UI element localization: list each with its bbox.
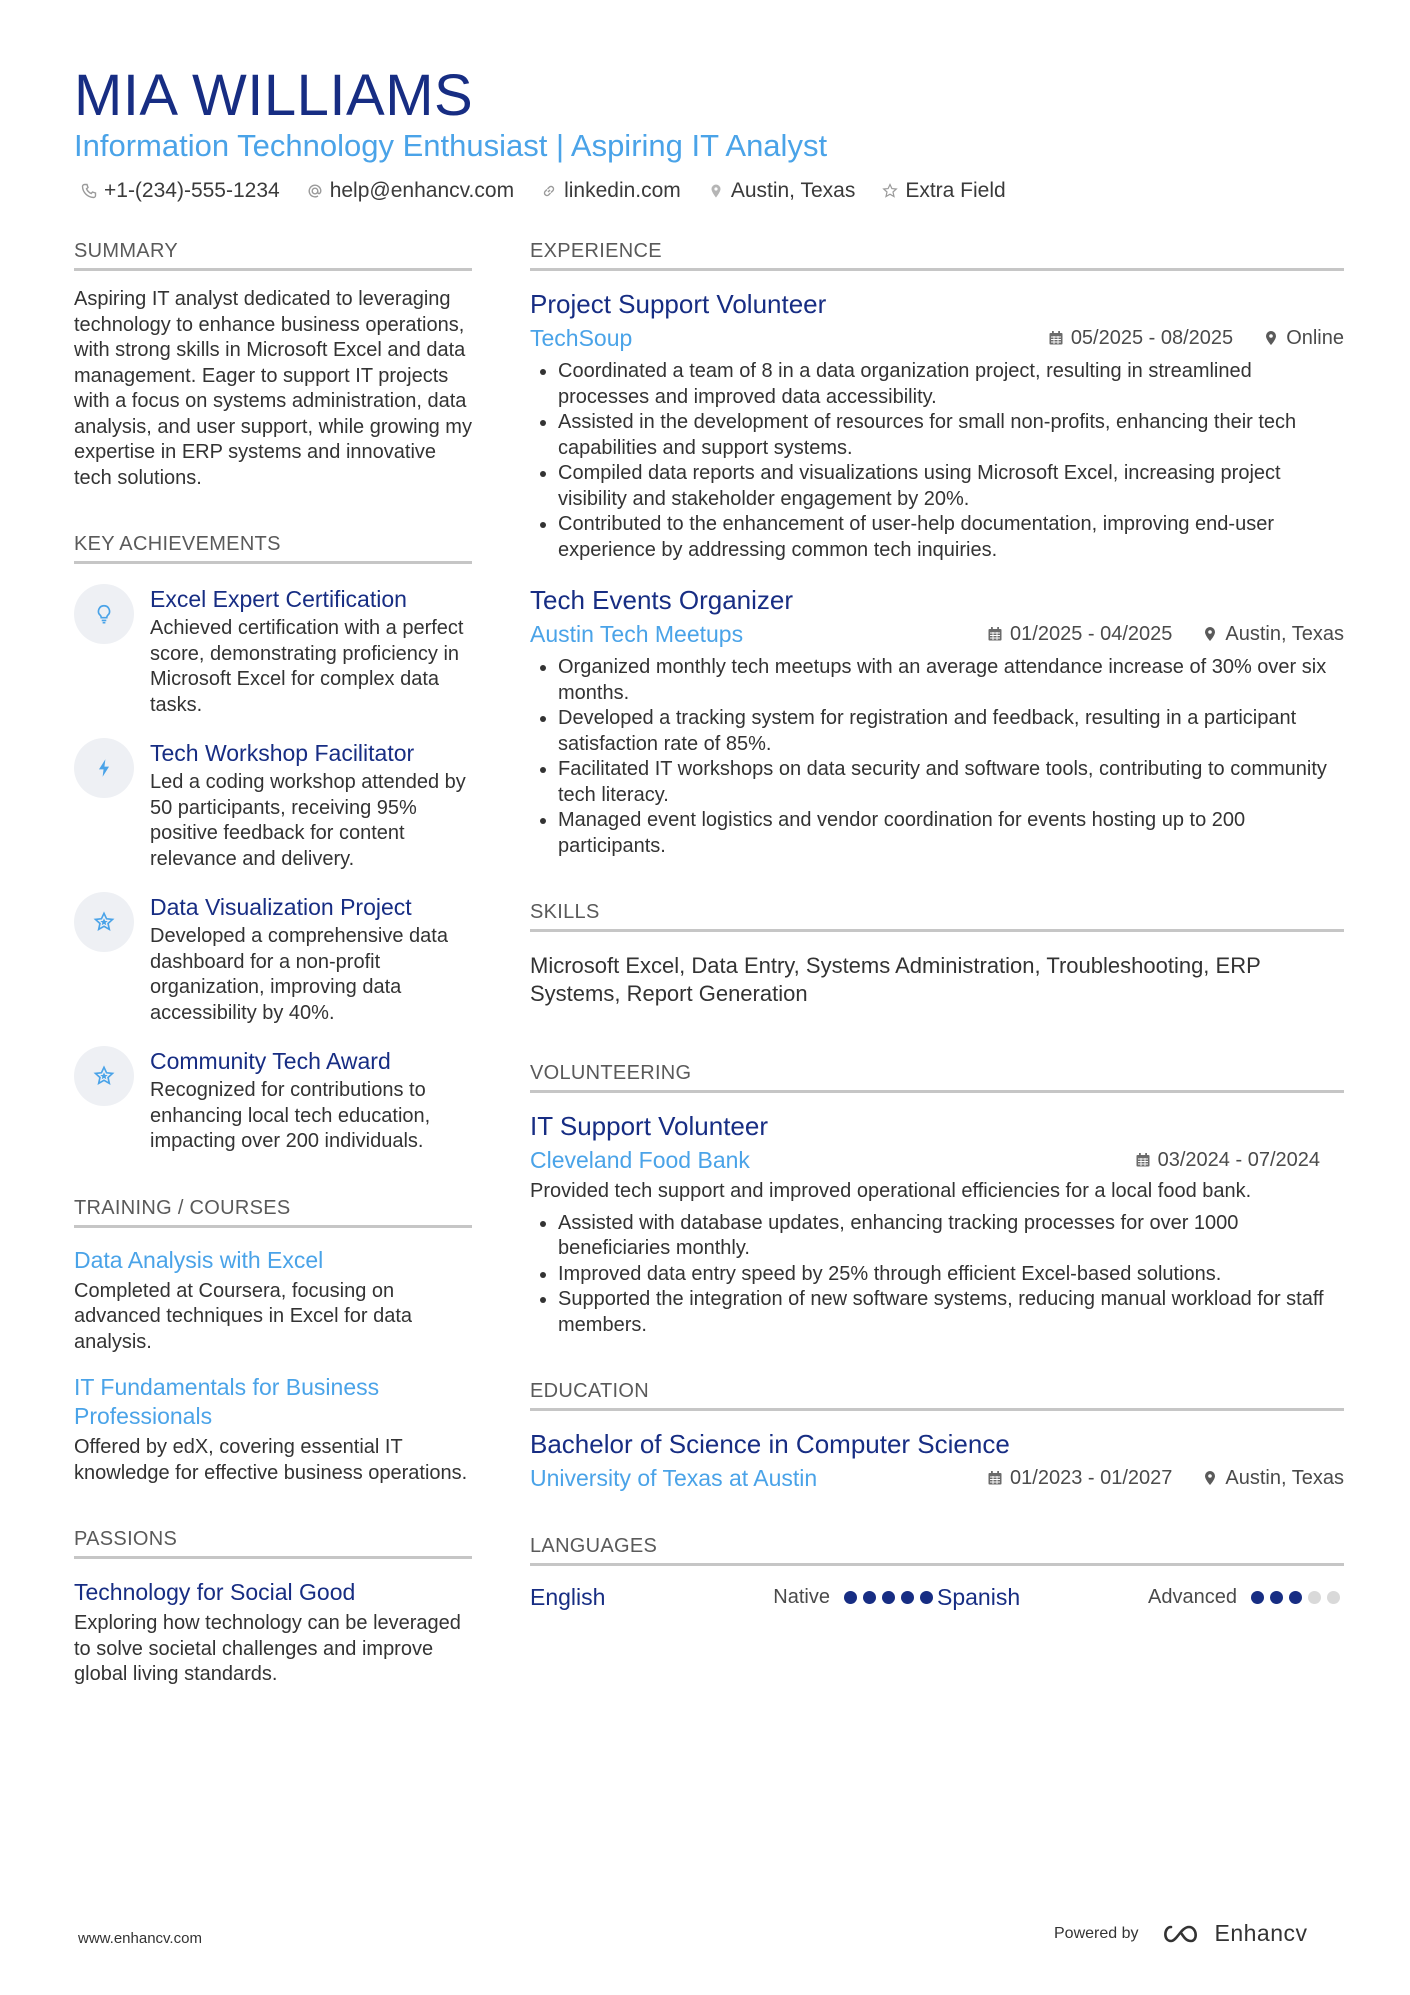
achievement-title: Excel Expert Certification — [150, 586, 407, 612]
education-section — [530, 1378, 1344, 1493]
achievement-desc: Led a coding workshop attended by 50 participants, receiving 95% positive feedback for content relevance and delivery. — [150, 771, 466, 870]
passions-heading: PASSIONS — [74, 1526, 472, 1559]
education-location — [1202, 1467, 1344, 1490]
phone-icon — [80, 182, 98, 200]
rating-dot — [1327, 1591, 1340, 1604]
rating-dot — [920, 1591, 933, 1604]
job-title: Project Support Volunteer — [530, 289, 827, 319]
language-name: Spanish — [937, 1584, 1021, 1610]
education-dates — [987, 1467, 1172, 1490]
calendar-icon — [1048, 330, 1064, 346]
language-item — [937, 1584, 1344, 1611]
candidate-name: MIA WILLIAMS — [74, 63, 474, 128]
language-level: Native — [773, 1586, 830, 1608]
lightbulb-icon — [74, 584, 134, 644]
language-name: English — [530, 1584, 606, 1610]
achievement-title: Data Visualization Project — [150, 894, 412, 920]
achievement-title: Tech Workshop Facilitator — [150, 740, 415, 766]
course-title: Data Analysis with Excel — [74, 1246, 324, 1273]
job-dates-text: 05/2025 - 08/2025 — [1070, 326, 1234, 349]
passions-section — [74, 1526, 472, 1688]
bullet-item: • Organized monthly tech meetups with an average attendance increase of 30% over six months. — [558, 655, 1344, 706]
bullet-item: • Coordinated a team of 8 in a data organization project, resulting in streamlined processes and improved data accessibility. — [558, 359, 1344, 410]
course-title: IT Fundamentals for Business Professionals — [74, 1374, 380, 1429]
brand-name: Enhancv — [1214, 1920, 1308, 1946]
achievement-item — [74, 584, 472, 718]
volunteer-role: IT Support Volunteer — [530, 1111, 769, 1141]
volunteer-dates-text: 03/2024 - 07/2024 — [1157, 1148, 1320, 1171]
achievement-item — [74, 892, 472, 1026]
star-icon — [881, 182, 899, 200]
volunteer-bullets — [530, 1211, 1344, 1339]
experience-section — [530, 238, 1344, 859]
bullet-item: • Supported the integration of new software systems, reducing manual workload for staff members. — [558, 1287, 1344, 1338]
passion-item — [74, 1577, 472, 1688]
summary-heading: SUMMARY — [74, 238, 472, 271]
right-column — [530, 238, 1344, 1611]
left-column — [74, 238, 472, 1688]
rating-dot — [1308, 1591, 1321, 1604]
location-icon — [1202, 1470, 1218, 1486]
rating-dot — [1251, 1591, 1264, 1604]
star-icon — [74, 892, 134, 952]
infinity-logo-icon — [1159, 1922, 1205, 1946]
job-location-text: Online — [1286, 326, 1344, 349]
achievement-item — [74, 1046, 472, 1155]
achievement-desc: Recognized for contributions to enhancing local tech education, impacting over 200 individuals. — [150, 1079, 431, 1152]
achievement-title: Community Tech Award — [150, 1048, 391, 1074]
calendar-icon — [1135, 1152, 1151, 1168]
experience-item — [530, 583, 1344, 859]
contact-phone[interactable] — [80, 176, 280, 206]
candidate-headline: Information Technology Enthusiast | Aspiring IT Analyst — [74, 128, 828, 163]
volunteer-intro: Provided tech support and improved operational efficiencies for a local food bank. — [530, 1180, 1252, 1202]
bullet-item: • Improved data entry speed by 25% through efficient Excel-based solutions. — [558, 1262, 1344, 1288]
lightning-icon — [74, 738, 134, 798]
experience-heading: EXPERIENCE — [530, 238, 1344, 271]
location-icon — [707, 182, 725, 200]
languages-section — [530, 1533, 1344, 1611]
calendar-icon — [987, 1470, 1003, 1486]
contact-email-text: help@enhancv.com — [329, 179, 515, 202]
volunteering-section — [530, 1060, 1344, 1338]
rating-dot — [901, 1591, 914, 1604]
job-location-text: Austin, Texas — [1225, 622, 1344, 645]
education-location-text: Austin, Texas — [1225, 1466, 1344, 1489]
passion-desc: Exploring how technology can be leveraged to solve societal challenges and improve global living standards. — [74, 1612, 461, 1685]
contact-bar — [80, 176, 1006, 206]
job-dates-text: 01/2025 - 04/2025 — [1010, 622, 1173, 645]
bullet-item: • Managed event logistics and vendor coordination for events hosting up to 200 participants. — [558, 808, 1344, 859]
school-name: University of Texas at Austin — [530, 1465, 818, 1491]
contact-location-text: Austin, Texas — [730, 179, 856, 202]
skills-heading: SKILLS — [530, 899, 1344, 932]
at-icon — [306, 182, 324, 200]
course-item — [74, 1246, 472, 1356]
company-name: TechSoup — [530, 325, 633, 351]
language-rating — [1251, 1591, 1340, 1604]
star-icon — [74, 1046, 134, 1106]
education-dates-text: 01/2023 - 01/2027 — [1010, 1466, 1173, 1489]
training-heading: TRAINING / COURSES — [74, 1195, 472, 1228]
job-dates — [987, 623, 1172, 646]
job-dates — [1048, 327, 1233, 350]
calendar-icon — [987, 626, 1003, 642]
link-icon — [540, 182, 558, 200]
job-bullets — [530, 359, 1344, 563]
skills-section — [530, 899, 1344, 1008]
bullet-item: • Assisted with database updates, enhancing tracking processes for over 1000 beneficiaries monthly. — [558, 1211, 1344, 1262]
rating-dot — [1289, 1591, 1302, 1604]
contact-linkedin-text: linkedin.com — [564, 179, 681, 202]
education-item — [530, 1427, 1344, 1493]
contact-extra-text: Extra Field — [905, 179, 1006, 202]
summary-text: Aspiring IT analyst dedicated to leveraging technology to enhance business operations, with strong skills in Microsoft Excel and data management. Eager to support IT projects with a focus on systems administration, data analysis, and user support, while growing my expertise in ERP systems and innovative tech solutions. — [74, 288, 472, 489]
brand-logo[interactable] — [1159, 1920, 1308, 1947]
degree-title: Bachelor of Science in Computer Science — [530, 1429, 1010, 1459]
volunteering-heading: VOLUNTEERING — [530, 1060, 1344, 1093]
achievements-section — [74, 531, 472, 1155]
contact-phone-text: +1-(234)-555-1234 — [104, 179, 280, 202]
achievements-heading: KEY ACHIEVEMENTS — [74, 531, 472, 564]
passion-title: Technology for Social Good — [74, 1579, 356, 1605]
achievement-desc: Achieved certification with a perfect score, demonstrating proficiency in Microsoft Excel for complex data tasks. — [150, 617, 464, 716]
education-heading: EDUCATION — [530, 1378, 1344, 1411]
job-title: Tech Events Organizer — [530, 585, 794, 615]
summary-section — [74, 238, 472, 491]
bullet-item: • Compiled data reports and visualizations using Microsoft Excel, increasing project visibility and stakeholder engagement by 20%. — [558, 461, 1344, 512]
bullet-item: • Developed a tracking system for registration and feedback, resulting in a participant satisfaction rate of 85%. — [558, 706, 1344, 757]
contact-linkedin[interactable] — [540, 176, 681, 206]
location-icon — [1263, 330, 1279, 346]
volunteering-item — [530, 1109, 1344, 1338]
course-desc: Offered by edX, covering essential IT knowledge for effective business operations. — [74, 1436, 468, 1484]
bullet-item: • Assisted in the development of resources for small non-profits, enhancing their tech capabilities and support systems. — [558, 410, 1344, 461]
contact-location — [707, 176, 856, 206]
job-bullets — [530, 655, 1344, 859]
footer-website[interactable]: www.enhancv.com — [78, 1930, 202, 1947]
volunteer-dates — [1135, 1149, 1320, 1172]
language-level: Advanced — [1148, 1586, 1237, 1608]
rating-dot — [1270, 1591, 1283, 1604]
course-desc: Completed at Coursera, focusing on advanced techniques in Excel for data analysis. — [74, 1279, 412, 1353]
training-section — [74, 1195, 472, 1487]
achievement-desc: Developed a comprehensive data dashboard for a non-profit organization, improving data accessibility by 40%. — [150, 925, 448, 1024]
languages-heading: LANGUAGES — [530, 1533, 1344, 1566]
powered-by-label: Powered by — [1054, 1924, 1139, 1942]
language-item — [530, 1584, 937, 1611]
bullet-item: • Contributed to the enhancement of user-help documentation, improving end-user experience by addressing common tech inquiries. — [558, 512, 1344, 563]
rating-dot — [844, 1591, 857, 1604]
location-icon — [1202, 626, 1218, 642]
contact-email[interactable] — [306, 176, 514, 206]
job-location — [1263, 327, 1344, 350]
company-name: Austin Tech Meetups — [530, 621, 744, 647]
bullet-item: • Facilitated IT workshops on data security and software tools, contributing to community tech literacy. — [558, 757, 1344, 808]
skills-text: Microsoft Excel, Data Entry, Systems Administration, Troubleshooting, ERP Systems, Report Generation — [530, 953, 1261, 1006]
footer-branding — [1054, 1920, 1308, 1947]
volunteer-org: Cleveland Food Bank — [530, 1147, 750, 1173]
contact-extra — [881, 176, 1005, 206]
experience-item — [530, 287, 1344, 563]
rating-dot — [882, 1591, 895, 1604]
rating-dot — [863, 1591, 876, 1604]
language-rating — [844, 1591, 933, 1604]
achievement-item — [74, 738, 472, 872]
job-location — [1202, 623, 1344, 646]
course-item — [74, 1373, 472, 1486]
